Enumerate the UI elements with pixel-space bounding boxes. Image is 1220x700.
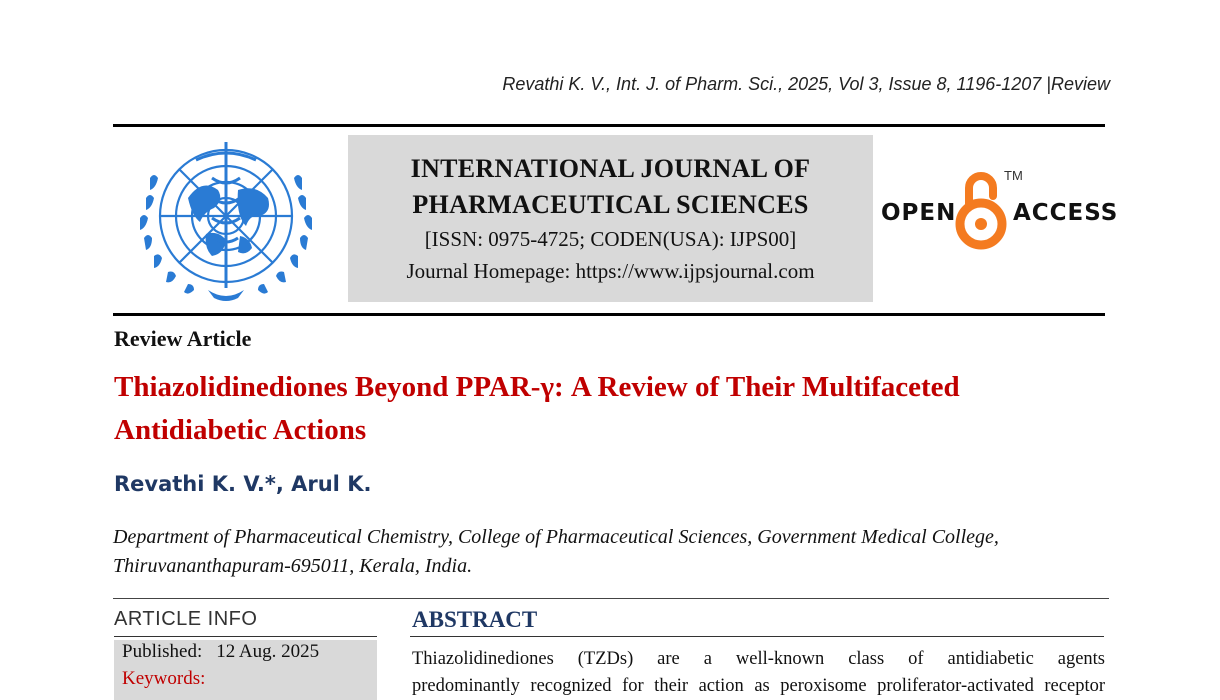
journal-header-box	[348, 135, 873, 302]
keywords-label: Keywords:	[122, 668, 206, 689]
author-list: Revathi K. V.*, Arul K.	[114, 472, 372, 496]
open-access-open-text: OPEN	[881, 200, 957, 226]
article-type: Review Article	[114, 326, 252, 351]
published-row	[122, 641, 319, 663]
journal-title-line2: PHARMACEUTICAL SCIENCES	[412, 190, 809, 219]
citation-line: Revathi K. V., Int. J. of Pharm. Sci., 2025, Vol 3, Issue 8, 1196-1207 |Review	[502, 74, 1110, 94]
trademark-text: TM	[1004, 168, 1023, 183]
affiliation: Department of Pharmaceutical Chemistry, College of Pharmaceutical Sciences, Government Medical College, Thiruvananthapuram-695011, Kerala, India.	[113, 526, 999, 577]
header-bottom-rule	[113, 313, 1105, 316]
article-info-rule	[114, 636, 377, 637]
open-access-lock-icon	[955, 166, 1007, 255]
abstract-line-2: predominantly recognized for their action as peroxisome proliferator-activated receptor	[412, 676, 1105, 696]
published-value: 12 Aug. 2025	[216, 641, 320, 662]
abstract-rule	[410, 636, 1104, 637]
header-top-rule	[113, 124, 1105, 127]
open-access-access-text: ACCESS	[1013, 200, 1119, 226]
published-label: Published:	[122, 641, 203, 662]
abstract-text	[412, 646, 1105, 700]
journal-title-line1: INTERNATIONAL JOURNAL OF	[410, 154, 811, 183]
section-divider	[113, 598, 1109, 599]
article-info-heading: ARTICLE INFO	[114, 608, 258, 630]
abstract-heading: ABSTRACT	[412, 607, 538, 632]
emblem-icon	[126, 138, 326, 308]
abstract-line-1: Thiazolidinediones (TZDs) are a well-known class of antidiabetic agents	[412, 649, 1105, 669]
issn-line: [ISSN: 0975-4725; CODEN(USA): IJPS00]	[424, 227, 797, 251]
article-title: Thiazolidinediones Beyond PPAR-γ: A Review of Their Multifaceted Antidiabetic Actions	[114, 371, 960, 446]
homepage-line: Journal Homepage: https://www.ijpsjournal.com	[406, 259, 815, 283]
emblem-logo	[126, 138, 326, 308]
